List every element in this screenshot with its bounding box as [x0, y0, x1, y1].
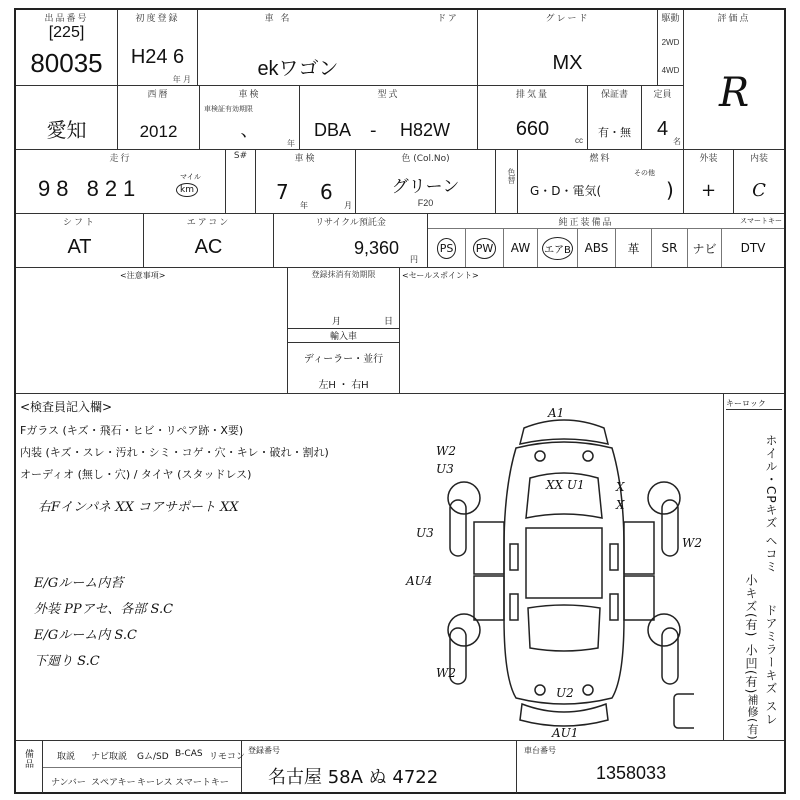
damage-mark-x-2: X [616, 498, 625, 512]
drive-label: 駆動 [661, 14, 680, 24]
inspector-title: <検査員記入欄> [20, 400, 113, 414]
exterior-cell [684, 150, 734, 214]
equip-ps: PS [428, 229, 466, 267]
grade-value: MX [552, 52, 583, 74]
score-value: R [718, 70, 750, 116]
footer-label-plate: ナンバー [51, 778, 86, 788]
year-cell [118, 86, 200, 150]
recycle-label: リサイクル預託金 [315, 218, 386, 228]
lot-cell [16, 10, 118, 86]
color-change-label: 色替 [507, 168, 516, 184]
footer-side-label: 備品 [23, 749, 33, 769]
region-cell [16, 86, 118, 150]
shift-cell [16, 214, 144, 268]
mileage-label: 走行 [109, 154, 132, 164]
mileage-unit-top: マイル [180, 173, 201, 181]
footer-label-smart-key: スマートキー [175, 778, 229, 788]
inspector-line-windshield: Fガラス (キズ・飛石・ヒビ・リペア跡・X要) [20, 424, 244, 437]
color-label: 色 (Col.No) [401, 154, 450, 164]
import-label: 輸入車 [288, 328, 399, 343]
right-note-3: 小キズ(有) [744, 574, 758, 638]
capacity-cell [642, 86, 684, 150]
lot-number: 80035 [30, 48, 103, 78]
lot-label: 出品番号 [44, 14, 89, 24]
equipment-list [428, 228, 784, 267]
auction-sheet [14, 8, 786, 794]
date-month-unit: 月 [344, 201, 352, 210]
footer-label-manual: 取説 [57, 752, 76, 762]
chassis-value: 1358033 [596, 763, 667, 783]
damage-mark-au1-rear: AU1 [552, 726, 579, 740]
date-label: 車検 [294, 154, 317, 164]
right-panel-label: キーロック [726, 398, 782, 410]
fuel-close: ) [666, 178, 674, 202]
s-label: S# [233, 151, 248, 161]
mileage-value: 98 821 [38, 176, 142, 201]
shift-value: AT [67, 236, 92, 258]
type-dash: - [370, 120, 377, 141]
date-year: 7 [276, 180, 289, 204]
year-value: 2012 [139, 122, 178, 141]
exterior-label: 外装 [699, 154, 718, 164]
equip-sr: SR [652, 229, 688, 267]
footer-label-navi-manual: ナビ取説 [91, 752, 128, 762]
inspector-section [16, 394, 724, 740]
ac-label: エアコン [186, 218, 231, 228]
equip-airbag: エアB [538, 229, 578, 267]
registration-cell [288, 268, 400, 394]
s-cell [226, 150, 256, 214]
shift-label: シフト [62, 218, 96, 228]
capacity-value: 4 [656, 118, 669, 140]
date-cell [256, 150, 356, 214]
reg-month: 月 [332, 317, 342, 327]
reg-day: 日 [384, 317, 394, 327]
inspector-line-interior: 内装 (キズ・スレ・汚れ・シミ・コゲ・穴・キレ・破れ・割れ) [20, 446, 329, 459]
first-reg-unit: 年 月 [172, 75, 191, 84]
recycle-cell [274, 214, 428, 268]
model-label: 車 名 [264, 14, 292, 24]
displacement-value: 660 [515, 118, 550, 140]
warranty-label: 保証書 [600, 90, 628, 100]
sales-point-label: <セールスポイント> [402, 271, 479, 280]
chassis-cell [516, 741, 784, 793]
fuel-label: 燃料 [589, 154, 612, 164]
handwritten-note-4: E/Gルーム内 S.C [34, 628, 137, 643]
recycle-unit: 円 [410, 255, 418, 264]
color-value: グリーン [391, 177, 460, 196]
drive-4wd: 4WD [661, 66, 680, 75]
inspection-label: 車検 [238, 90, 261, 100]
equipment-cell [428, 214, 784, 268]
type-prefix: DBA [314, 120, 352, 140]
interior-label: 内装 [749, 154, 768, 164]
damage-mark-au4-left: AU4 [406, 574, 433, 588]
footer-grid [42, 741, 246, 793]
displacement-unit: cc [575, 136, 583, 145]
handwritten-note-2: E/Gルーム内苔 [34, 576, 124, 591]
ac-cell [144, 214, 274, 268]
first-reg-value: H24 6 [130, 46, 185, 68]
color-cell [356, 150, 496, 214]
recycle-value: 9,360 [354, 238, 400, 258]
lot-bracket: [225] [48, 24, 85, 41]
plate-value: 名古屋 58A ぬ 4722 [268, 767, 439, 788]
capacity-unit: 名 [673, 137, 681, 146]
dealer-value: ディーラー・並行 [303, 354, 384, 365]
reg-label: 登録抹消有効期限 [311, 270, 376, 279]
grade-cell [478, 10, 658, 86]
right-panel [724, 394, 784, 740]
color-code: F20 [417, 198, 434, 208]
sales-point-cell [400, 268, 784, 394]
damage-mark-a1-front: A1 [548, 406, 565, 420]
type-cell [300, 86, 478, 150]
equip-abs: ABS [578, 229, 616, 267]
damage-mark-xx-u1: XX U1 [546, 478, 585, 492]
inspector-line-audio: オーディオ (無し・穴) / タイヤ (スタッドレス) [20, 468, 252, 481]
equip-leather: 革 [616, 229, 652, 267]
damage-mark-w2-left-front: W2 [436, 444, 456, 458]
equipment-label: 純正装備品 [558, 218, 614, 228]
door-label: ドア [437, 14, 459, 24]
first-reg-label: 初度登録 [135, 14, 180, 24]
handwritten-note-5: 下廻り S.C [34, 654, 100, 669]
right-note-1: ホイル・CPキズ ヘコミ [764, 434, 778, 574]
date-year-unit: 年 [300, 201, 308, 210]
inspection-value: 、 [240, 120, 259, 140]
capacity-label: 定員 [653, 90, 672, 100]
mileage-cell [16, 150, 226, 214]
fuel-other: その他 [634, 169, 655, 177]
equip-pw: PW [466, 229, 504, 267]
damage-mark-u3-left-door: U3 [416, 526, 434, 540]
footer-label-keyless: キーレス [137, 778, 173, 788]
right-note-2: ドアミラーキズ スレ [764, 604, 778, 726]
plate-cell [240, 741, 517, 793]
grade-label: グレード [545, 14, 590, 24]
displacement-cell [478, 86, 588, 150]
damage-mark-w2-left-rear: W2 [436, 666, 456, 680]
damage-mark-x-1: X [616, 480, 625, 494]
plate-label: 登録番号 [248, 746, 280, 755]
right-note-4: 小凹(有) [744, 644, 758, 695]
score-cell [684, 10, 784, 150]
equip-dtv: DTV [740, 241, 766, 255]
type-value: H82W [400, 120, 451, 140]
model-value: ekワゴン [257, 58, 339, 80]
footer-label-bcas: B-CAS [175, 749, 203, 759]
caution-cell [16, 268, 288, 394]
footer [16, 740, 784, 793]
handwritten-note-3: 外装 PPアセ、各部 S.C [34, 602, 174, 617]
region-value: 愛知 [46, 120, 87, 142]
score-label: 評価点 [717, 14, 751, 24]
interior-cell [734, 150, 784, 214]
inspection-sub: 車検証有効期限 [204, 106, 253, 113]
handwritten-note-1: 右Fインパネ XX コアサポート XX [38, 500, 239, 515]
inspection-cell [200, 86, 300, 150]
mileage-unit: km [176, 183, 198, 197]
color-change-cell [496, 150, 518, 214]
ac-value: AC [194, 236, 223, 258]
drive-2wd: 2WD [661, 38, 680, 47]
caution-label: <注意事項> [120, 271, 166, 280]
footer-label-remote: リモコン [209, 752, 246, 762]
handle-value: 左H ・ 右H [318, 380, 369, 391]
inspection-unit: 年 [287, 139, 295, 148]
exterior-value: + [700, 180, 717, 201]
footer-label-spare-key: スペアキー [91, 778, 136, 788]
first-reg-cell [118, 10, 198, 86]
damage-mark-u3-left-front: U3 [436, 462, 454, 476]
warranty-value: 有・無 [598, 127, 631, 139]
equip-navi: ナビ [688, 229, 722, 267]
chassis-label: 車台番号 [524, 746, 556, 755]
interior-value: C [752, 180, 766, 201]
keyless-label: スマートキー [740, 217, 782, 225]
date-month: 6 [320, 180, 333, 204]
fuel-cell [518, 150, 684, 214]
type-label: 型式 [377, 90, 400, 100]
warranty-cell [588, 86, 642, 150]
fuel-value: G・D・電気( [530, 184, 602, 198]
displacement-label: 排気量 [515, 90, 549, 100]
model-cell [198, 10, 478, 86]
footer-label-sd: Gム/SD [137, 752, 169, 762]
damage-mark-u2-rear: U2 [556, 686, 574, 700]
right-note-5: 補修(有) [746, 694, 759, 741]
year-label: 西暦 [147, 90, 170, 100]
damage-mark-w2-right-door: W2 [682, 536, 702, 550]
equip-aw: AW [504, 229, 538, 267]
drive-cell [658, 10, 684, 86]
